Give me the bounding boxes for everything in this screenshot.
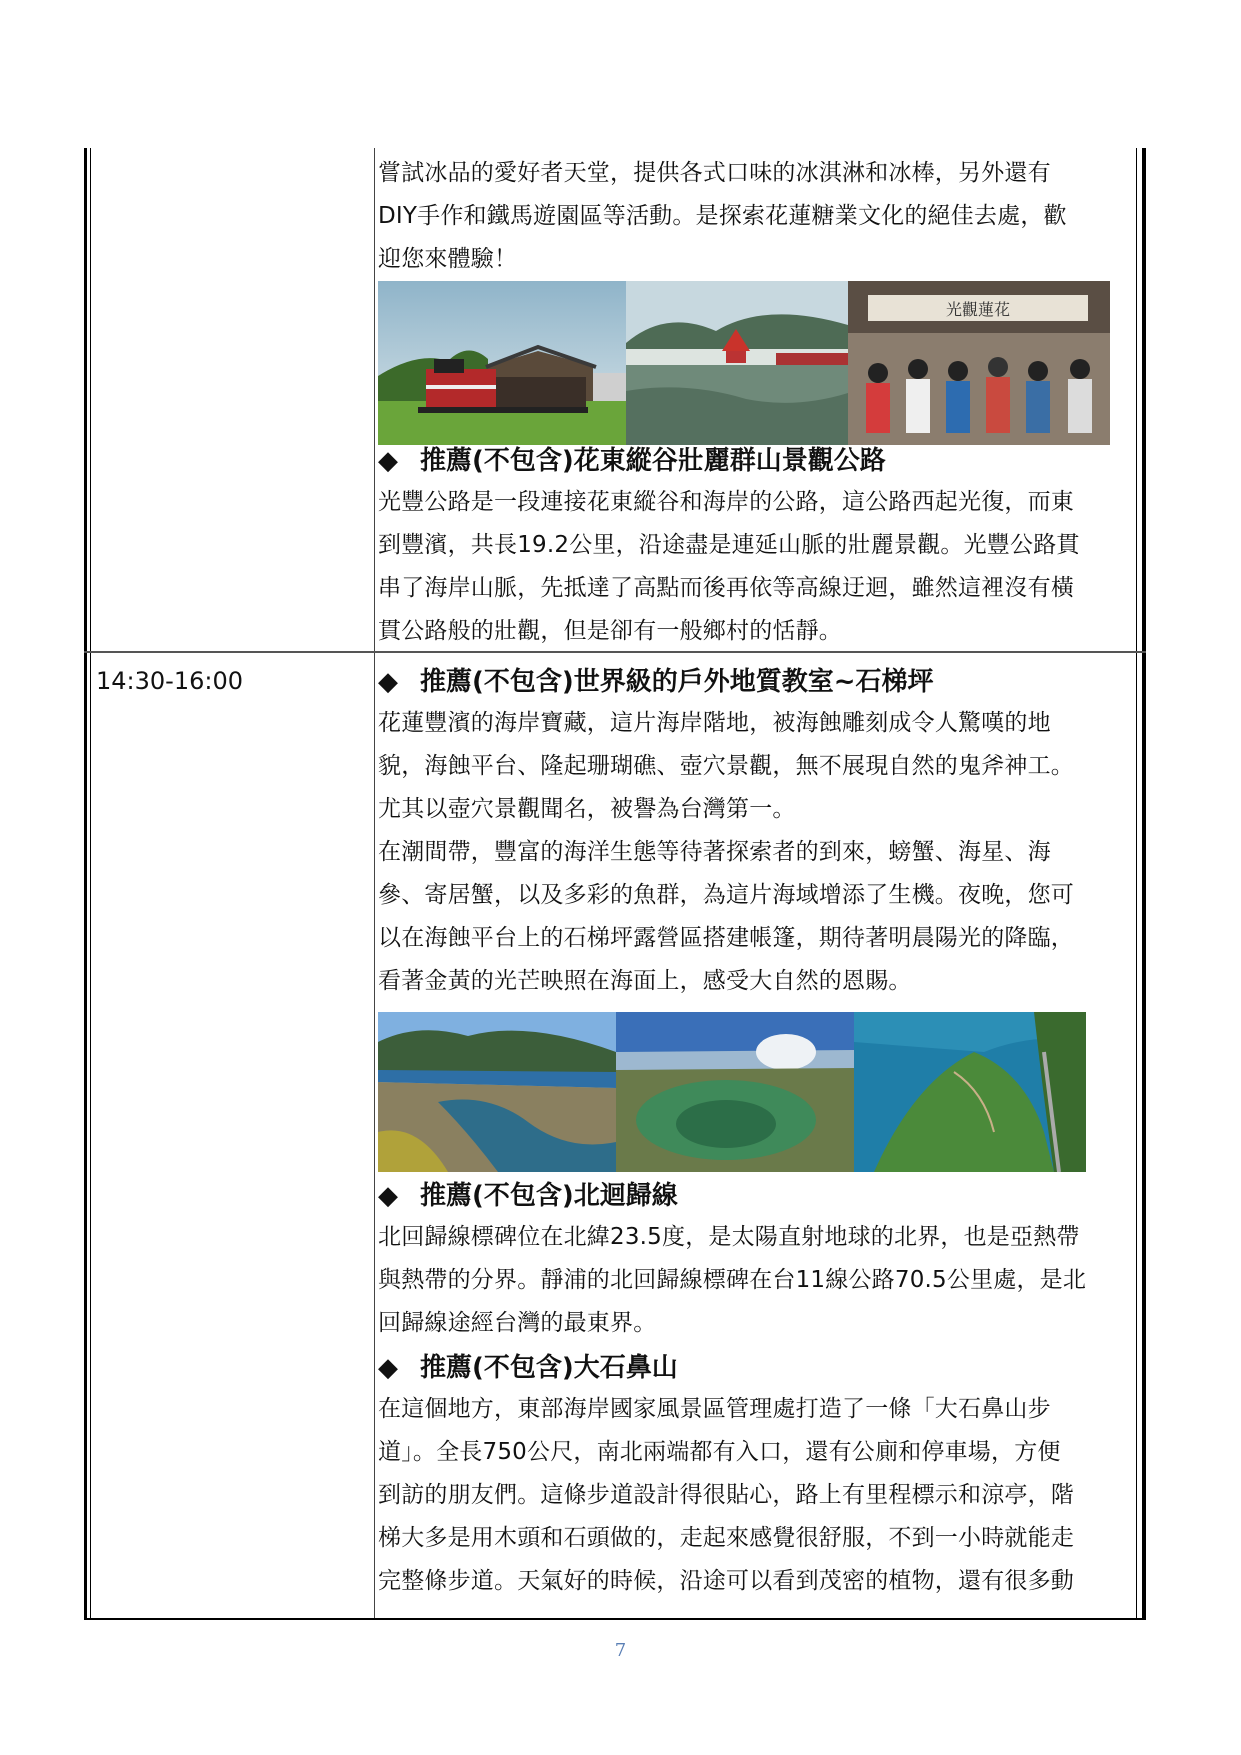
pond-pavilion-photo	[626, 281, 848, 445]
body-line: 以在海蝕平台上的石梯坪露營區搭建帳篷，期待著明晨陽光的降臨，	[378, 925, 1074, 951]
table-right-border	[1142, 148, 1146, 1620]
crowd-market-photo	[848, 281, 1110, 445]
body-line: 在這個地方，東部海岸國家風景區管理處打造了一條「大石鼻山步	[378, 1396, 1051, 1422]
section-heading-text: 推薦(不包含)大石鼻山	[420, 1353, 678, 1383]
body-line: 在潮間帶，豐富的海洋生態等待著探索者的到來，螃蟹、海星、海	[378, 839, 1051, 865]
time-slot: 14:30-16:00	[96, 667, 243, 695]
section-heading	[378, 441, 1138, 481]
section-heading	[378, 662, 1138, 702]
table-left-border-inner	[90, 148, 91, 1620]
row1-content	[378, 152, 1138, 281]
body-line: 完整條步道。天氣好的時候，沿途可以看到茂密的植物，還有很多動	[378, 1568, 1074, 1594]
body-line: 到訪的朋友們。這條步道設計得很貼心，路上有里程標示和涼亭，階	[378, 1482, 1074, 1508]
section-heading-text: 推薦(不包含)世界級的戶外地質教室~石梯坪	[420, 667, 934, 697]
diamond-bullet-icon: ◆	[378, 1181, 398, 1211]
section-heading	[378, 1176, 1138, 1216]
body-line: 梯大多是用木頭和石頭做的，走起來感覺很舒服，不到一小時就能走	[378, 1525, 1074, 1551]
diamond-bullet-icon: ◆	[378, 667, 398, 697]
tidal-pool-photo	[616, 1012, 854, 1172]
body-line: 貫公路般的壯觀，但是卻有一般鄉村的恬靜。	[378, 618, 842, 644]
coast-rocks-photo	[378, 1012, 616, 1172]
table-bottom-border	[84, 1618, 1146, 1620]
market-sign-text: 光觀蓮花	[945, 300, 1011, 319]
row2-section-tropic	[378, 1176, 1138, 1345]
body-line: 道」。全長750公尺，南北兩端都有入口，還有公廁和停車場，方便	[378, 1439, 1061, 1465]
aerial-headland-photo	[854, 1012, 1086, 1172]
body-line: 與熱帶的分界。靜浦的北回歸線標碑在台11線公路70.5公里處，是北	[378, 1267, 1087, 1293]
body-line: 尤其以壺穴景觀聞名，被譽為台灣第一。	[378, 796, 796, 822]
intro-line: DIY手作和鐵馬遊園區等活動。是探索花蓮糖業文化的絕佳去處，歡	[378, 203, 1067, 229]
body-line: 花蓮豐濱的海岸寶藏，這片海岸階地，被海蝕雕刻成令人驚嘆的地	[378, 710, 1051, 736]
body-line: 北回歸線標碑位在北緯23.5度，是太陽直射地球的北界，也是亞熱帶	[378, 1224, 1080, 1250]
body-line: 看著金黃的光芒映照在海面上，感受大自然的恩賜。	[378, 968, 912, 994]
body-line: 回歸線途經台灣的最東界。	[378, 1310, 657, 1336]
column-divider	[374, 148, 375, 1620]
body-line: 串了海岸山脈，先抵達了高點而後再依等高線迂迴，雖然這裡沒有橫	[378, 575, 1074, 601]
body-line: 參、寄居蟹，以及多彩的魚群，為這片海域增添了生機。夜晚，您可	[378, 882, 1074, 908]
row2-section-dashibi	[378, 1348, 1138, 1603]
intro-line: 嘗試冰品的愛好者天堂，提供各式口味的冰淇淋和冰棒，另外還有	[378, 160, 1051, 186]
page-number: 7	[614, 1640, 627, 1661]
row1-section	[378, 441, 1138, 653]
shitiping-photo-row	[378, 1012, 1086, 1172]
sugar-factory-photo-row	[378, 281, 1110, 445]
section-heading-text: 推薦(不包含)花東縱谷壯麗群山景觀公路	[420, 446, 886, 476]
train-photo	[378, 281, 626, 445]
body-line: 光豐公路是一段連接花東縱谷和海岸的公路，這公路西起光復，而東	[378, 489, 1074, 515]
intro-line: 迎您來體驗！	[378, 246, 518, 272]
body-line: 到豐濱，共長19.2公里，沿途盡是連延山脈的壯麗景觀。光豐公路貫	[378, 532, 1080, 558]
section-heading	[378, 1348, 1138, 1388]
diamond-bullet-icon: ◆	[378, 1353, 398, 1383]
table-left-border	[84, 148, 87, 1620]
section-heading-text: 推薦(不包含)北迴歸線	[420, 1181, 678, 1211]
diamond-bullet-icon: ◆	[378, 446, 398, 476]
body-line: 貌，海蝕平台、隆起珊瑚礁、壺穴景觀，無不展現自然的鬼斧神工。	[378, 753, 1074, 779]
row2-section-shitiping	[378, 662, 1138, 1003]
